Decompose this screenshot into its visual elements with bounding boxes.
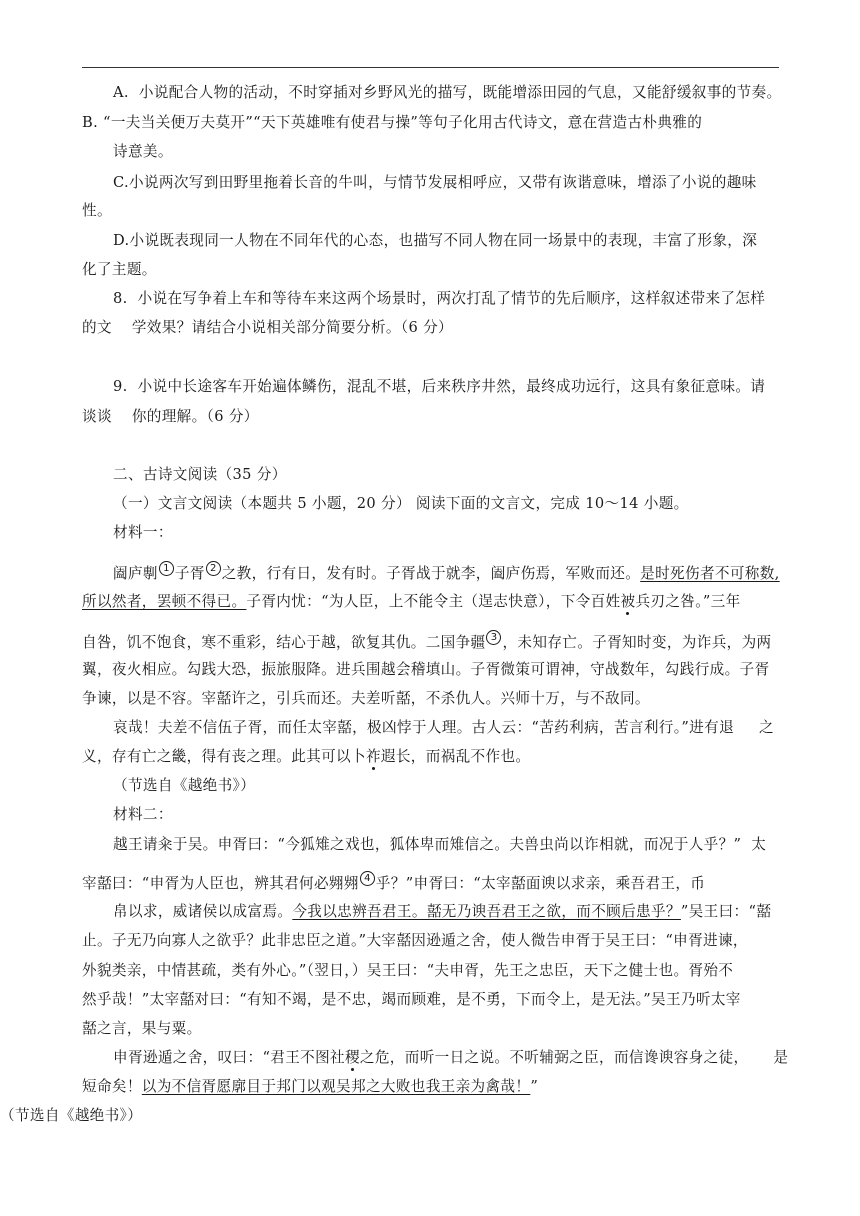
text-line — [113, 561, 780, 584]
dotted-char: 稷 — [344, 1049, 360, 1066]
text-segment: 义，存有亡之畿，得有丧之理。此其可以卜 — [82, 748, 366, 765]
text-line — [82, 407, 259, 427]
text-segment: 材料二： — [113, 806, 173, 823]
text-segment: 宰嚭曰：“申胥为人臣也，辨其君何必翙翙 — [82, 875, 359, 892]
text-line — [82, 1019, 202, 1039]
text-line — [82, 318, 453, 338]
header-rule — [82, 67, 779, 68]
text-segment: ，未知存亡。子胥知时变，为诈兵，为两 — [502, 634, 772, 651]
text-line — [113, 289, 765, 309]
text-line — [82, 201, 112, 221]
text-segment: 哀哉！夫差不信伍子胥，而任太宰嚭，极凶悖于人理。古人云：“苦药利病，苦言利行。”进有退 之 — [113, 719, 774, 736]
underlined-text: 所以然者，罢顿不得已。 — [82, 593, 247, 610]
text-segment: 申胥逊遁之舍，叹曰：“君王不图社 — [113, 1049, 345, 1066]
text-segment: 阖庐剸 — [113, 565, 158, 582]
underlined-text: 以为不信胥愿廓目于邦门以观吴邦之大败也我王亲为禽哉！ — [141, 1078, 531, 1095]
text-segment: 诗意美。 — [113, 143, 173, 160]
text-line — [113, 83, 781, 103]
text-line — [113, 805, 173, 825]
text-segment: 8. 小说在写争着上车和等待车来这两个场景时，两次打乱了情节的先后顺序，这样叙述带来了怎样 — [113, 290, 766, 307]
text-segment: 化了主题。 — [82, 261, 157, 278]
text-segment: 子胥 — [174, 565, 205, 582]
text-segment: ” — [530, 1078, 539, 1095]
text-segment: 嚭之言，果与粟。 — [82, 1020, 202, 1037]
text-segment: 争谏，以是不容。宰嚭许之，引兵而还。夫差听嚭，不杀仇人。兴师十万，与不敌同。 — [82, 690, 650, 707]
text-line — [113, 377, 765, 397]
text-segment: A. 小说配合人物的活动，不时穿插对乡野风光的描写，既能增添田园的气息，又能舒缓叙事的节奏。 — [113, 84, 782, 101]
text-line — [113, 835, 766, 855]
text-line — [82, 260, 157, 280]
text-segment: 越王请籴于吴。申胥曰：“今狐雉之戏也，狐体卑而雉信之。夫兽虫尚以诈相就，而况于人乎？” 太 — [113, 836, 767, 853]
text-line — [113, 776, 255, 796]
text-line — [82, 689, 650, 709]
text-segment: 之教，行有日，发有时。子胥战于就李，阖庐伤焉，军败而还。 — [221, 565, 641, 582]
text-segment: D.小说既表现同一人物在不同年代的心态，也描写不同人物在同一场景中的表现，丰富了形象，深 — [113, 232, 758, 249]
text-segment: 翼，夜火相应。勾践大恐，振旅服降。进兵围越会稽填山。子胥微策可谓神，守战数年，勾践行成。子胥 — [82, 661, 770, 678]
text-line — [113, 173, 757, 193]
text-segment: 之危，而听一日之说。不听辅弼之臣，而信谗谀容身之徒， 是 — [359, 1049, 789, 1066]
text-line — [82, 113, 702, 133]
text-segment: ”吴王曰：“嚭 — [680, 903, 772, 920]
text-line — [113, 718, 774, 738]
text-line — [113, 142, 173, 162]
text-line — [113, 902, 771, 922]
text-line — [113, 1048, 788, 1068]
text-line — [113, 231, 757, 251]
text-line — [82, 961, 733, 981]
text-segment: 乎？”申胥曰：“太宰嚭面谀以求亲，乘吾君王，币 — [375, 875, 706, 892]
footnote-marker: 2 — [206, 561, 221, 576]
dotted-char: 被 — [620, 593, 636, 610]
text-segment: 二、古诗文阅读（35 分） — [113, 466, 287, 483]
text-segment: 的文 学效果？请结合小说相关部分简要分析。（6 分） — [82, 319, 453, 336]
text-segment: （节选自《越绝书》） — [113, 777, 256, 794]
text-segment: 材料一： — [113, 524, 173, 541]
footnote-marker: 3 — [486, 630, 501, 645]
text-segment: 性。 — [82, 202, 112, 219]
text-segment: 兵刃之咎。”三年 — [635, 593, 741, 610]
text-line — [82, 747, 530, 767]
text-line — [82, 931, 748, 951]
text-segment: 短命矣！ — [82, 1078, 142, 1095]
dotted-char: 祚 — [365, 748, 381, 765]
text-segment: 子胥内忧：“为人臣，上不能令主（逞志快意），下令百姓 — [246, 593, 621, 610]
text-line — [82, 871, 705, 894]
text-line — [113, 523, 173, 543]
text-line — [82, 630, 771, 653]
text-line — [82, 660, 769, 680]
text-segment: C.小说两次写到田野里拖着长音的牛叫，与情节发展相呼应，又带有诙谐意味，增添了小说的趣味 — [113, 174, 757, 191]
text-segment: 9. 小说中长途客车开始遍体鳞伤，混乱不堪，后来秩序井然，最终成功远行，这具有象征意味。请 — [113, 378, 766, 395]
text-segment: 外貌类亲，中情甚疏，类有外心。”（翌日，）吴王曰：“夫申胥，先王之忠臣，天下之健士也。胥殆不 — [82, 962, 734, 979]
text-line — [82, 1077, 538, 1097]
source-citation: （节选自《越绝书》） — [0, 1107, 143, 1124]
text-segment: 然乎哉！”太宰嚭对曰：“有知不竭，是不忠，竭而顾难，是不勇，下而令上，是无法。”吴王乃听太宰 — [82, 991, 741, 1008]
text-segment: 止。子无乃向寡人之欲乎？此非忠臣之道。”大宰嚭因逊遁之舍，使人微告申胥于吴王曰：“申胥进谏， — [82, 932, 748, 949]
text-segment: 自咎，饥不饱食，寒不重彩，结心于越，欲复其仇。二国争疆 — [82, 634, 486, 651]
footnote-marker: 4 — [360, 871, 375, 886]
text-line — [113, 465, 287, 485]
text-segment: B. “一夫当关便万夫莫开”“天下英雄唯有使君与操”等句子化用古代诗文，意在营造古朴典雅的 — [82, 114, 703, 131]
text-line — [82, 592, 741, 612]
text-segment: 帛以求，威诸侯以成富焉。 — [113, 903, 293, 920]
text-line — [82, 990, 741, 1010]
text-line — [113, 494, 689, 514]
underlined-text: 今我以忠辨吾君王。嚭无乃谀吾君王之欲，而不顾后患乎？ — [292, 903, 681, 920]
underlined-text: 是时死伤者不可称数, — [640, 565, 780, 582]
text-segment: 谈谈 你的理解。（6 分） — [82, 408, 259, 425]
footnote-marker: 1 — [159, 561, 174, 576]
text-segment: （一）文言文阅读（本题共 5 小题，20 分） 阅读下面的文言文，完成 10～14 小题。 — [113, 495, 689, 512]
text-segment: 遐长，而祸乱不作也。 — [380, 748, 531, 765]
